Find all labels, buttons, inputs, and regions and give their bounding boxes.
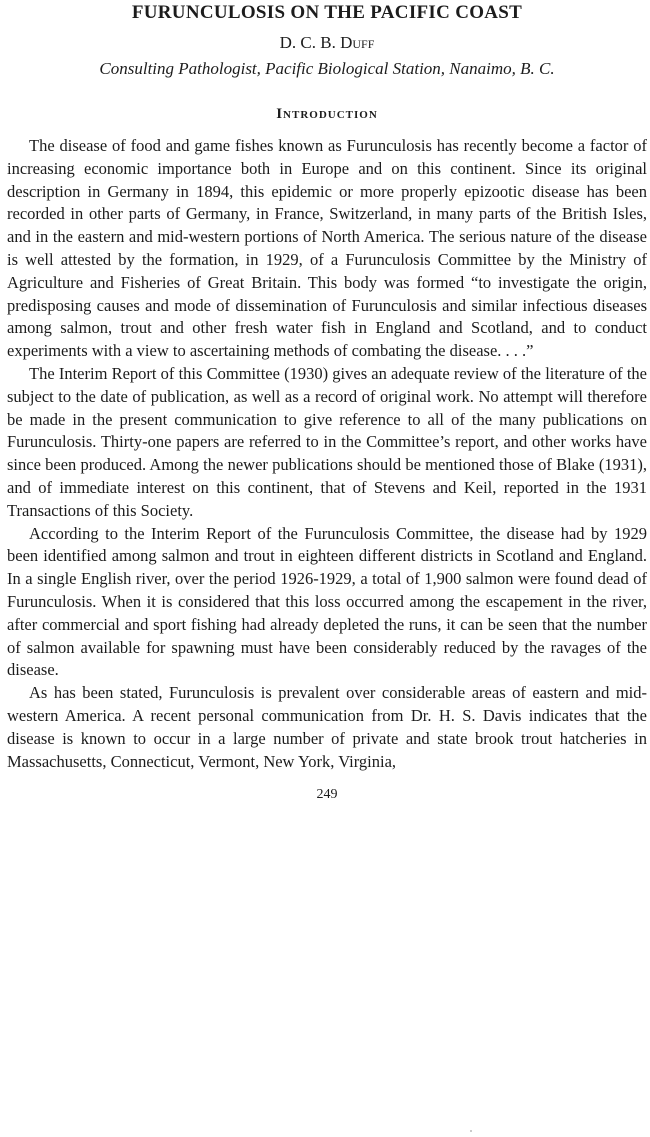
paragraph-4: As has been stated, Furunculosis is prevalent over considerable areas of eastern and mid-western America. A recent personal communication from Dr. H. S. Davis indicates that the disease is known to occur in a large number of private and state brook trout hatcheries in Massachusetts, Connecticut, Vermont, New York, Virginia, (7, 683, 647, 771)
paragraph-1: The disease of food and game fishes known as Furunculosis has recently become a factor of increasing economic importance both in Europe and on this continent. Since its original description in Germany in 1894, this epidemic or more properly epizootic disease has been recorded in other parts of Germany, in France, Switzerland, in many parts of the British Isles, and in the eastern and mid-western portions of North America. The serious nature of the disease is well attested by the formation, in 1929, of a Furunculosis Committee by the Ministry of Agriculture and Fisheries of Great Britain. This body was formed “to investigate the origin, predisposing causes and mode of dissemination of Furunculosis and similar infectious diseases among salmon, trout and other fresh water fish in England and Scotland, and to conduct experiments with a view to ascertaining methods of combating the disease. . . .” (7, 136, 647, 361)
scan-speck (470, 1130, 472, 1132)
paper-title: FURUNCULOSIS ON THE PACIFIC COAST (131, 2, 523, 23)
page-number: 249 (316, 787, 338, 803)
paragraph-3: According to the Interim Report of the Furunculosis Committee, the disease had by 1929 been identified among salmon and trout in eighteen different districts in Scotland and England. In a single English river, over the period 1926-1929, a total of 1,900 salmon were found dead of Furunculosis. When it is considered that this loss occurred among the escapement in the river, after commercial and sport fishing had already depleted the runs, it can be seen that the number of salmon available for spawning must have been considerably reduced by the ravages of the disease. (7, 523, 647, 680)
author-name: D. C. B. Duff (279, 33, 375, 52)
author-affiliation: Consulting Pathologist, Pacific Biological Station, Nanaimo, B. C. (99, 59, 555, 78)
body-text (7, 135, 647, 773)
paper-page (7, 0, 647, 803)
section-heading: Introduction (276, 106, 378, 122)
paragraph-2: The Interim Report of this Committee (1930) gives an adequate review of the literature of the subject to the date of publication, as well as a record of original work. No attempt will therefore be made in the present communication to give reference to all of the many publications on Furunculosis. Thirty-one papers are referred to in the Committee’s report, and other works have since been produced. Among the newer publications should be mentioned those of Blake (1931), and of immediate interest on this continent, that of Stevens and Keil, reported in the 1931 Transactions of this Society. (7, 363, 647, 520)
